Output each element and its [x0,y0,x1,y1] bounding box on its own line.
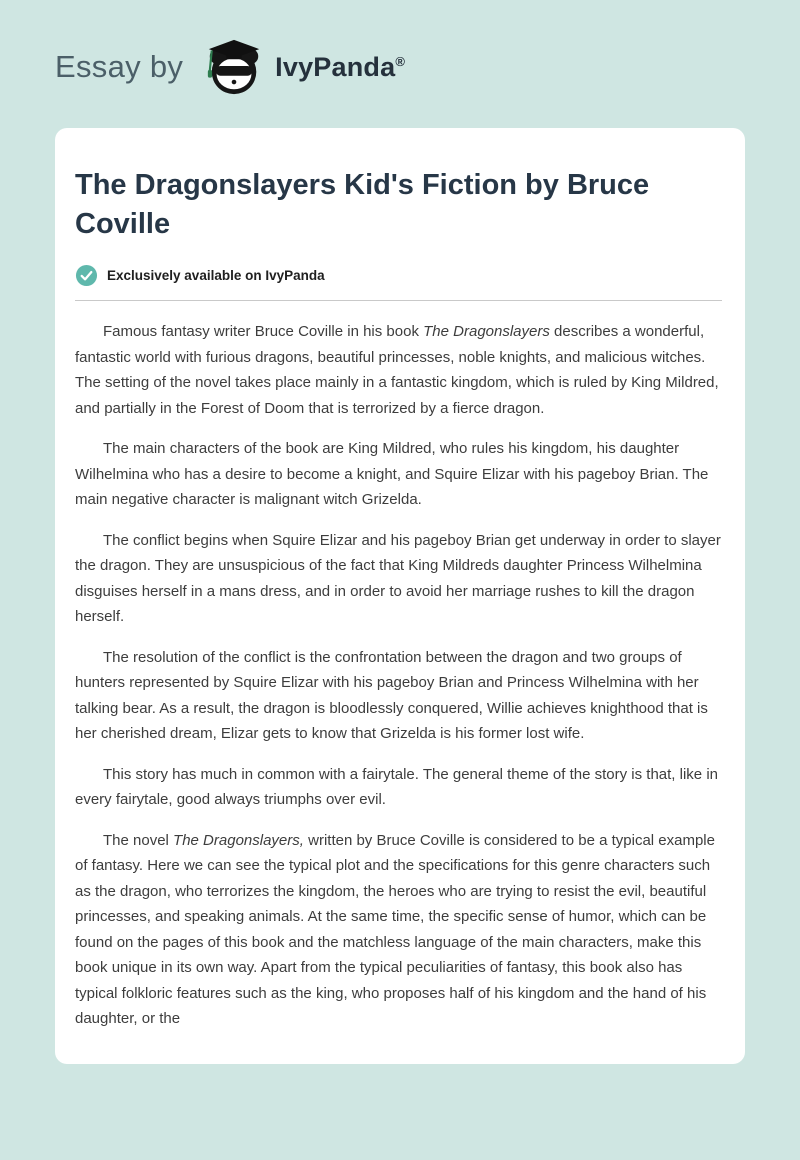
essay-by-label: Essay by [55,49,184,84]
panda-graduation-cap-icon [203,36,265,98]
text-run: Famous fantasy writer Bruce Coville in his book [103,323,424,340]
book-title-italic: The Dragonslayers, [173,831,304,849]
text-run: The main characters of the book are King Mildred, who rules his kingdom, his daughter Wilhelmina who has a desire to become a knight, and Squire Elizar with his pageboy Brian. The main negative character is malignant witch Grizelda. [75,440,709,508]
paragraph-2 [75,436,722,513]
paragraph-1 [75,319,722,421]
brand-name [275,52,405,83]
text-run: This story has much in common with a fairytale. The general theme of the story is that, like in every fairytale, good always triumphs over evil. [75,765,718,808]
text-run: written by Bruce Coville is considered to be a typical example of fantasy. Here we can see the typical plot and the specifications for this genre characters such as the dragon, who terrorizes the kingdom, the heroes who are trying to resist the evil, beautiful princesses, and speaking animals. At the same time, the specific sense of humor, which can be found on the pages of this book and the matchless language of the main characters, make this book unique in its own way. Apart from the typical peculiarities of fantasy, this book also has typical folkloric features such as the king, who proposes half of his kingdom and the hand of his daughter, or the [75,831,715,1027]
text-run: describes a wonderful, fantastic world with furious dragons, beautiful princesses, noble knights, and malicious witches. The setting of the novel takes place mainly in a fantastic kingdom, which is ruled by King Mildred, and partially in the Forest of Doom that is terrorized by a fierce dragon. [75,323,719,417]
site-header [0,0,800,128]
divider [75,300,722,301]
paragraph-5 [75,762,722,813]
paragraph-4 [75,645,722,747]
availability-label: Exclusively available on IvyPanda [107,268,325,283]
text-run: The resolution of the conflict is the confrontation between the dragon and two groups of hunters represented by Squire Elizar with his pageboy Brian and Princess Wilhelmina with her talking bear. As a result, the dragon is bloodlessly conquered, Willie achieves knighthood that is her cherished dream, Elizar gets to know that Grizelda is his former lost wife. [75,648,708,742]
ivypanda-logo [203,36,405,98]
paragraph-3 [75,528,722,630]
paragraph-6 [75,828,722,1032]
check-icon [75,264,98,287]
registered-mark: ® [395,53,406,69]
brand-text: IvyPanda [275,51,396,82]
book-title-italic: The Dragonslayers [423,323,550,340]
text-run: The conflict begins when Squire Elizar and his pageboy Brian get underway in order to slayer the dragon. They are unsuspicious of the fact that King Mildreds daughter Princess Wilhelmina disguises herself in a mans dress, and in order to avoid her marriage rushes to kill the dragon herself. [75,531,721,625]
availability-row [75,264,722,287]
essay-card [55,128,745,1064]
text-run: The novel [103,831,174,849]
essay-title: The Dragonslayers Kid's Fiction by Bruce Coville [75,169,650,240]
